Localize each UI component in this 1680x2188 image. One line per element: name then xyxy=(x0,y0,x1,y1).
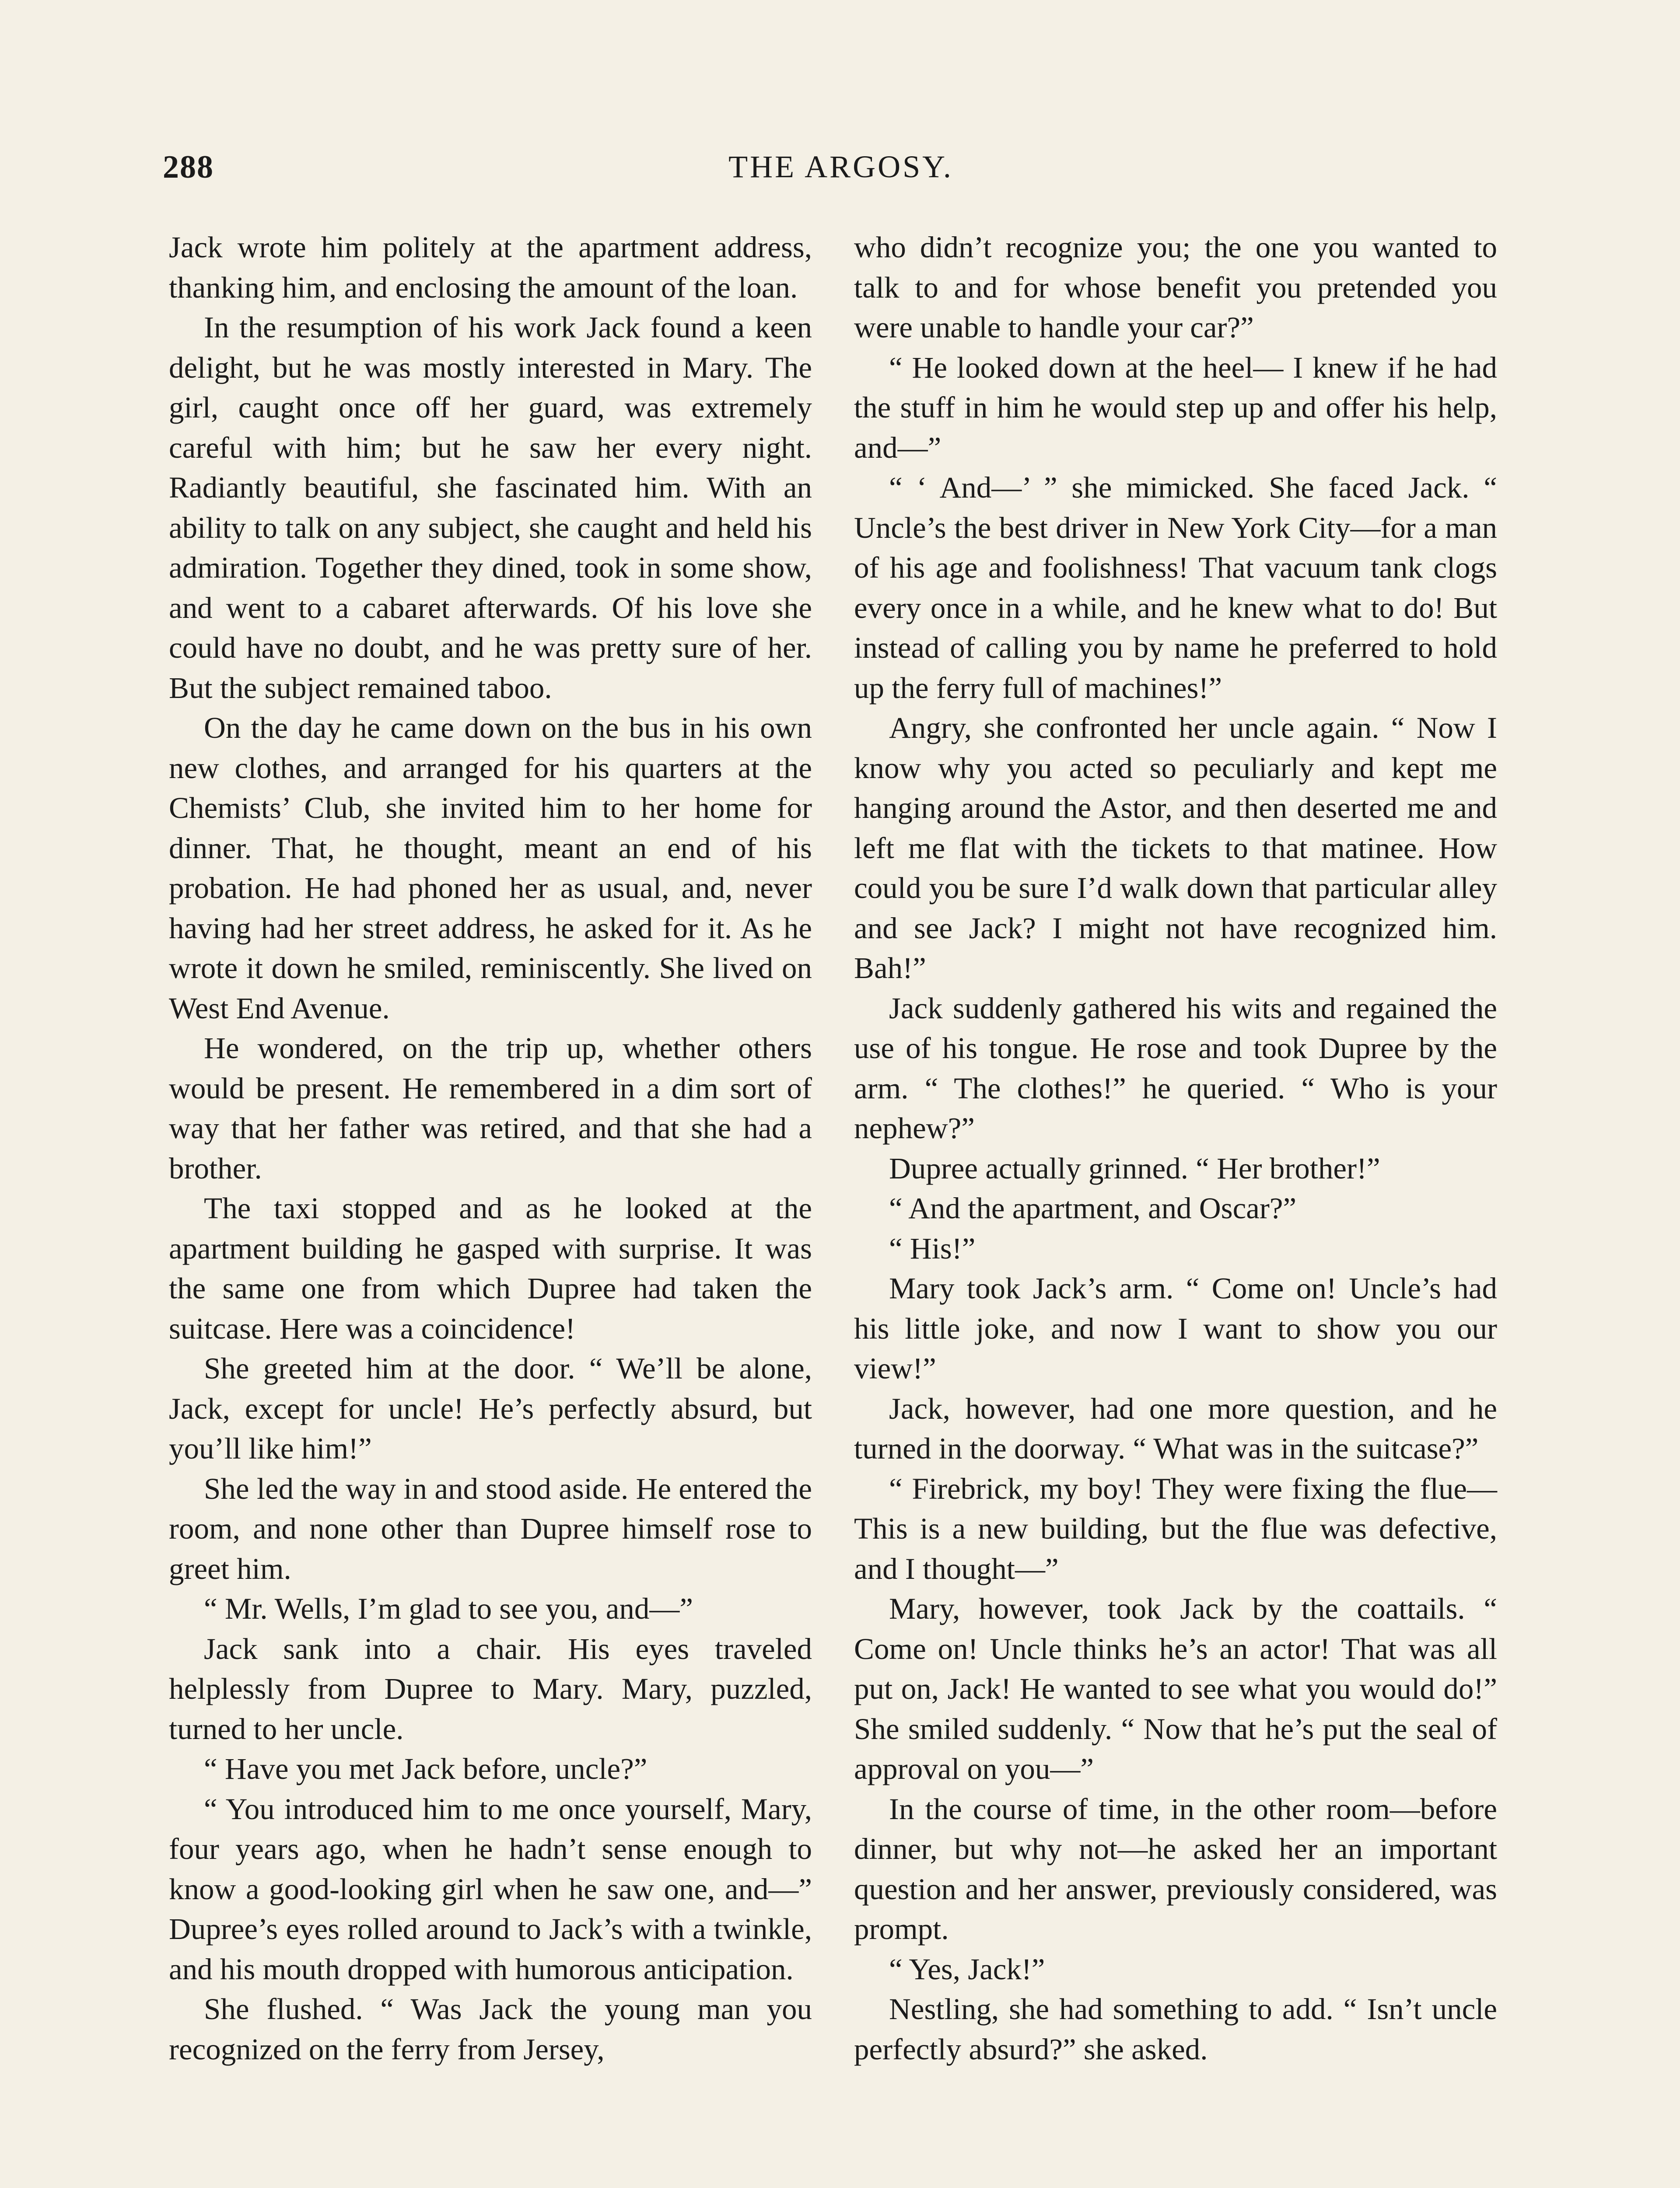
paragraph: “ ‘ And—’ ” she mimicked. She faced Jack. “ Uncle’s the best driver in New York City—for a man of his age and foolishness! That vacuum tank clogs every once in a while, and he knew what to do! But instead of calling you by name he preferred to hold up the ferry full of machines!” xyxy=(854,471,1497,705)
paragraph: On the day he came down on the bus in his own new clothes, and arranged for his quarters at the Chemists’ Club, she invited him to her home for dinner. That, he thought, meant an end of his probation. He had phoned her as usual, and, never having had her street address, he asked for it. As he wrote it down he smiled, reminiscently. She lived on West End Avenue. xyxy=(169,711,812,1025)
paragraph: “ Yes, Jack!” xyxy=(889,1952,1045,1986)
paragraph: Jack, however, had one more question, and he turned in the doorway. “ What was in the suitcase?” xyxy=(854,1392,1497,1465)
paragraph: “ And the apartment, and Oscar?” xyxy=(889,1192,1297,1225)
page-header xyxy=(163,149,1519,197)
paragraph: “ Mr. Wells, I’m glad to see you, and—” xyxy=(204,1592,693,1625)
paragraph: He wondered, on the trip up, whether others would be present. He remembered in a dim sort of way that her father was retired, and that she had a brother. xyxy=(169,1031,812,1185)
page-number: 288 xyxy=(163,149,214,185)
paragraph: The taxi stopped and as he looked at the apartment building he gasped with surprise. It was the same one from which Dupree had taken the suitcase. Here was a coincidence! xyxy=(169,1192,812,1345)
paragraph: In the resumption of his work Jack found a keen delight, but he was mostly interested in Mary. The girl, caught once off her guard, was extremely careful with him; but he saw her every night. Radiantly beautiful, she fascinated him. With an ability to talk on any subject, she caught and held his admiration. Together they dined, took in some show, and went to a cabaret afterwards. Of his love she could have no doubt, and he was pretty sure of her. But the subject remained taboo. xyxy=(169,311,812,705)
paragraph: “ You introduced him to me once yourself, Mary, four years ago, when he hadn’t sense enough to know a good-looking girl when he saw one, and—” Dupree’s eyes rolled around to Jack’s with a twinkle, and his mouth dropped with humorous anticipation. xyxy=(169,1792,812,1986)
paragraph: “ He looked down at the heel— I knew if he had the stuff in him he would step up and offer his help, and—” xyxy=(854,351,1497,464)
paragraph: Jack wrote him politely at the apartment address, thanking him, and enclosing the amount of the loan. xyxy=(169,231,812,304)
right-column xyxy=(854,228,1497,2069)
paragraph: Jack suddenly gathered his wits and regained the use of his tongue. He rose and took Dupree by the arm. “ The clothes!” he queried. “ Who is your nephew?” xyxy=(854,991,1497,1145)
paragraph: Mary, however, took Jack by the coattails. “ Come on! Uncle thinks he’s an actor! That was all put on, Jack! He wanted to see what you would do!” She smiled suddenly. “ Now that he’s put the seal of approval on you—” xyxy=(854,1592,1497,1785)
paragraph: “ His!” xyxy=(889,1231,976,1265)
left-column xyxy=(169,228,812,2069)
paragraph: She greeted him at the door. “ We’ll be alone, Jack, except for uncle! He’s perfectly absurd, but you’ll like him!” xyxy=(169,1352,812,1465)
paragraph: “ Have you met Jack before, uncle?” xyxy=(204,1752,648,1785)
paragraph: In the course of time, in the other room—before dinner, but why not—he asked her an important question and her answer, previously considered, was prompt. xyxy=(854,1792,1497,1946)
paragraph: Jack sank into a chair. His eyes traveled helplessly from Dupree to Mary. Mary, puzzled, turned to her uncle. xyxy=(169,1632,812,1746)
paragraph: She led the way in and stood aside. He entered the room, and none other than Dupree himself rose to greet him. xyxy=(169,1472,812,1585)
paragraph: Mary took Jack’s arm. “ Come on! Uncle’s had his little joke, and now I want to show you our view!” xyxy=(854,1272,1497,1385)
paragraph: who didn’t recognize you; the one you wanted to talk to and for whose benefit you pretended you were unable to handle your car?” xyxy=(854,231,1497,344)
paragraph: Angry, she confronted her uncle again. “ Now I know why you acted so peculiarly and kept me hanging around the Astor, and then deserted me and left me flat with the tickets to that matinee. How could you be sure I’d walk down that particular alley and see Jack? I might not have recognized him. Bah!” xyxy=(854,711,1497,985)
paragraph: Dupree actually grinned. “ Her brother!” xyxy=(889,1151,1380,1185)
paragraph: Nestling, she had something to add. “ Isn’t uncle perfectly absurd?” she asked. xyxy=(854,1992,1497,2066)
running-head: THE ARGOSY. xyxy=(728,149,953,184)
paragraph: “ Firebrick, my boy! They were fixing the flue— This is a new building, but the flue was defective, and I thought—” xyxy=(854,1472,1497,1585)
paragraph: She flushed. “ Was Jack the young man you recognized on the ferry from Jersey, xyxy=(169,1992,812,2066)
